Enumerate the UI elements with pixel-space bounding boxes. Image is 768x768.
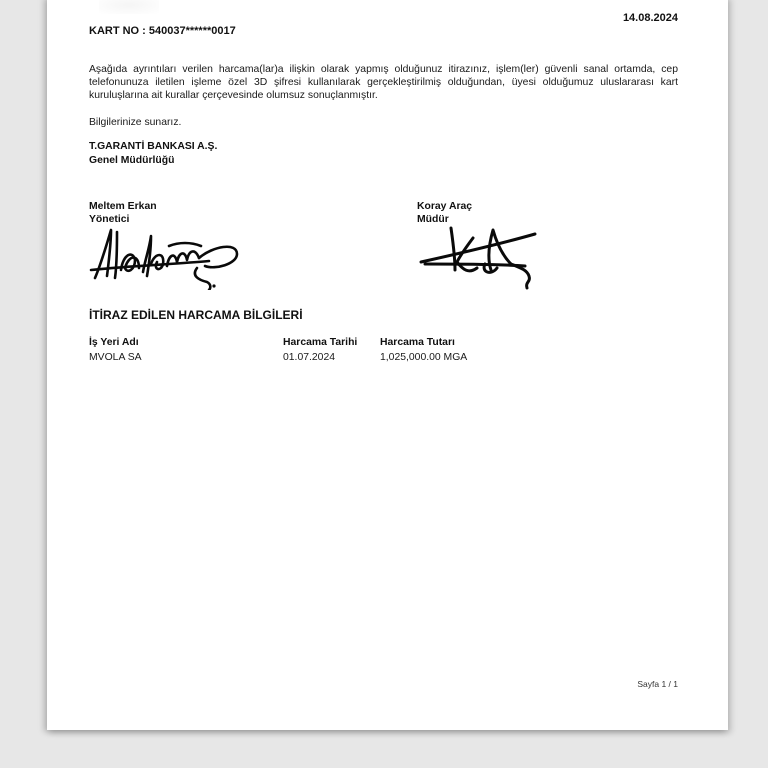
page-artifact (99, 0, 159, 14)
signatory-2 (417, 200, 472, 226)
column-header-amount: Harcama Tutarı (380, 337, 455, 348)
bank-name: T.GARANTİ BANKASI A.Ş. (89, 141, 218, 152)
document-date: 14.08.2024 (622, 12, 678, 24)
column-header-date: Harcama Tarihi (283, 337, 358, 348)
signatory-name: Meltem Erkan (89, 201, 157, 212)
closing-text: Bilgilerinize sunarız. (89, 117, 182, 128)
bank-block (89, 140, 217, 167)
signatory-title: Yönetici (89, 214, 130, 225)
body-paragraph (89, 63, 678, 103)
signature-1-icon (87, 224, 247, 290)
bank-department: Genel Müdürlüğü (89, 154, 175, 166)
cell-date: 01.07.2024 (283, 352, 336, 363)
document-page (47, 0, 728, 730)
body-text: Aşağıda ayrıntıları verilen harcama(lar)a ilişkin olarak yapmış olduğunuz itirazınız, işlem(ler) güvenli sanal ortamda, cep telefonunuza iletilen işleme özel 3D şifresi kullanılarak gerçekleştirilmiş olduğundan, üyesi olduğumuz uluslararası kart kuruluşlarına ait kurallar çerçevesinde olumsuz sonuçlanmıştır. (89, 64, 678, 102)
signatory-name: Koray Araç (417, 201, 473, 212)
card-number: KART NO : 540037******0017 (89, 25, 236, 37)
disputed-section-title: İTİRAZ EDİLEN HARCAMA BİLGİLERİ (89, 308, 303, 322)
signature-2-icon (417, 224, 547, 290)
cell-amount: 1,025,000.00 MGA (380, 352, 468, 363)
page-indicator: Sayfa 1 / 1 (637, 679, 678, 689)
cell-merchant: MVOLA SA (89, 352, 142, 363)
signatory-1 (89, 200, 157, 226)
column-header-merchant: İş Yeri Adı (89, 337, 139, 348)
signatory-title: Müdür (417, 214, 449, 225)
